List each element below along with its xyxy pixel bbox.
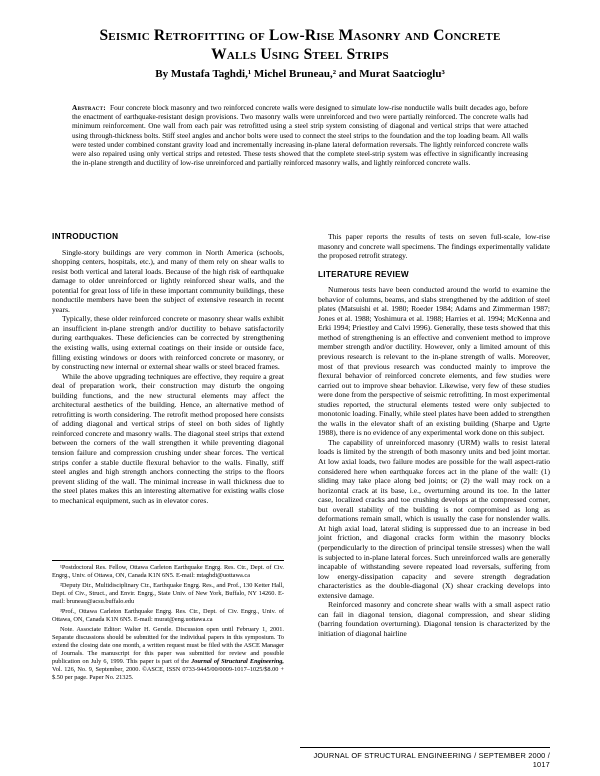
introduction-heading: INTRODUCTION	[52, 232, 119, 241]
literature-review-paragraph: Numerous tests have been conducted around the world to examine the behavior of columns, beams, and slabs strengthened by the addition of steel plates (Matsuishi et al. 1980; Roeder 1984; Adams and Zimmerman 1987; Jones et al. 1988; Yoshimura et al. 1988; Harries et al. 1994; McKenna and Erki 1994; Priestley and Calvi 1996). Generally, these tests showed that this method of strengthening is an effective and convenient method to improve member strength and/or ductility. However, only a limited amount of this previous research is relevant to the in-plane strength of walls. Moreover, most of that previous research was conducted mainly to improve the flexural behavior of reinforced concrete elements, and few studies were carried out to improve shear behavior. Likewise, very few of these studies were done from the perspective of seismic retrofitting. In most experimental studies reported, the structural elements tested were only subjected to monotonic loading. Finally, while steel plates have been added to strengthen the walls in the elevator shaft of an existing building (Sharpe and Ugrte 1988), there is no evidence of any experimental work done on this subject.	[318, 285, 550, 438]
left-column	[52, 232, 284, 505]
introduction-paragraph: Single-story buildings are very common in North America (schools, shopping centers, hospitals, etc.), and many of them rely on shear walls to resist both vertical and lateral loads. Because of the high risk of earthquake damage to older unreinforced or lightly reinforced shear walls, and the potential for great loss of life in these important community buildings, these nonductile members have been the subject of extensive research in recent years.	[52, 247, 284, 314]
footnote-1: ¹Postdoctoral Res. Fellow, Ottawa Carleton Earthquake Engrg. Res. Ctr., Dept. of Civ. Engrg., Univ. of Ottawa, ON, Canada K1N 6N5. E-mail: mtaghdi@uottawa.ca	[52, 564, 284, 579]
literature-review-paragraph: The capability of unreinforced masonry (URM) walls to resist lateral loads is limited by the strength of both masonry units and bed joint mortar. At low axial loads, two failure modes are possible for the wall aspect-ratio considered here when earthquake forces act in the plane of the wall: (1) sliding may take place along bed joints; or (2) the wall may rock on a horizontal crack at its base, i.e., overturning around its toe. In the latter case, localized cracks and toe crushing develops at the compressed corner, but overall stability of the building is not compromised as long as deformations remain small, which is usually the case for nonslender walls. At high axial load, lateral sliding is suppressed due to an increase in bed joint friction, and diagonal cracks form within the masonry blocks (perpendicularly to the direction of principal tensile stresses) when the wall is subjected to in-plane lateral forces. Such unreinforced walls are generally incapable of withstanding severe repeated load reversals, suffering from low energy-dissipation capacity and severe strength degradation characteristics as the double-diagonal (X) shear cracking develops into extensive damage.	[318, 437, 550, 600]
editorial-note	[52, 626, 284, 682]
paper-title-line-2: Walls Using Steel Strips	[211, 46, 389, 63]
right-column	[318, 232, 550, 638]
abstract-label: Abstract:	[72, 103, 107, 112]
editorial-note-text: Note. Associate Editor: Walter H. Gerstle. Discussion open until February 1, 2001. Separate discussions should be submitted for the individual papers in this symposium. To extend the closing date one month, a written request must be filed with the ASCE Manager of Journals. The manuscript for this paper was submitted for review and possible publication on July 6, 1999. This paper is part of the	[52, 626, 284, 665]
editorial-note-details: Vol. 126, No. 9, September, 2000. ©ASCE, ISSN 0733-9445/00/0009-1017–1025/$8.00 + $.50 per page. Paper No. 21325.	[52, 666, 284, 681]
paper-title	[40, 26, 560, 64]
paper-title-line-1: Seismic Retrofitting of Low-Rise Masonry and Concrete	[99, 27, 501, 44]
footnote-3: ³Prof., Ottawa Carleton Earthquake Engrg. Res. Ctr., Dept. of Civ. Engrg., Univ. of Ottawa, ON, Canada K1N 6N5. E-mail: murat@eng.uottawa.ca	[52, 608, 284, 623]
author-list: By Mustafa Taghdi,¹ Michel Bruneau,² and Murat Saatcioglu³	[155, 68, 445, 80]
page-footer: JOURNAL OF STRUCTURAL ENGINEERING / SEPTEMBER 2000 / 1017	[300, 747, 550, 769]
journal-name: Journal of Structural Engineering,	[191, 658, 284, 665]
literature-review-heading: LITERATURE REVIEW	[318, 269, 409, 279]
intro-continuation-paragraph: This paper reports the results of tests on seven full-scale, low-rise masonry and concrete wall specimens. The findings experimentally validate the proposed retrofit strategy.	[318, 232, 550, 261]
footnotes	[52, 560, 284, 684]
abstract-text: Four concrete block masonry and two reinforced concrete walls were designed to simulate low-rise nonductile walls built decades ago, before the enactment of earthquake-resistant design provisions. Two masonry walls were unreinforced and two were partially reinforced. The concrete walls had minimum reinforcement. One wall from each pair was retrofitted using a steel strip system consisting of diagonal and vertical strips that were attached using through-thickness bolts. Stiff steel angles and anchor bolts were used to connect the steel strips to the foundation and the top loading beam. All walls were tested under combined constant gravity load and incrementally increasing in-plane lateral deformation reversals. The lightly reinforced concrete walls were also repaired using only vertical strips and retested. These tests showed that the complete steel-strip system was effective in significantly increasing the in-plane strength and ductility of low-rise unreinforced and partially reinforced masonry walls, and lightly reinforced concrete walls.	[72, 103, 528, 168]
introduction-paragraph: Typically, these older reinforced concrete or masonry shear walls exhibit an insufficient in-plane strength and/or ductility to behave satisfactorily during earthquakes. These deficiencies can be corrected by strengthening the existing walls, using external coatings on their inside or outside face, filling existing windows or doors with reinforced concrete or masonry, or by constructing new internal or external shear walls or steel braced frames.	[52, 314, 284, 372]
introduction-paragraph: While the above upgrading techniques are effective, they require a great deal of preparation work, their construction may disturb the ongoing building functions, and the new structural elements may affect the architectural aesthetics of the building. Hence, an alternative method of retrofitting is worth considering. The retrofit method proposed here consists of adding diagonal and vertical strips of steel on both sides of lightly reinforced concrete and masonry walls. The diagonal steel strips that extend between the corners of the wall strengthen it while preventing diagonal tension failure and compression crushing under shear forces. The vertical strips confer a stable ductile flexural behavior to the walls. Finally, stiff steel angles and high strength anchors connecting the strips to the floors prevent sliding of the wall. The minimal increase in wall thickness due to the steel plates makes this an interesting alternative for existing walls close to mechanical equipment, such as in elevator cores.	[52, 371, 284, 505]
abstract	[72, 103, 528, 167]
footnote-2: ²Deputy Dir., Multidisciplinary Ctr., Earthquake Engrg. Res., and Prof., 130 Ketter Hall, Dept. of Civ., Struct., and Envir. Engrg., State Univ. of New York, Buffalo, NY 14260. E-mail: bruneau@acsu.buffalo.edu	[52, 582, 284, 605]
literature-review-paragraph: Reinforced masonry and concrete shear walls with a small aspect ratio can fail in diagonal tension, diagonal compression, and shear sliding (barring foundation overturning). Diagonal tension is characterized by the initiation of diagonal hairline	[318, 600, 550, 638]
